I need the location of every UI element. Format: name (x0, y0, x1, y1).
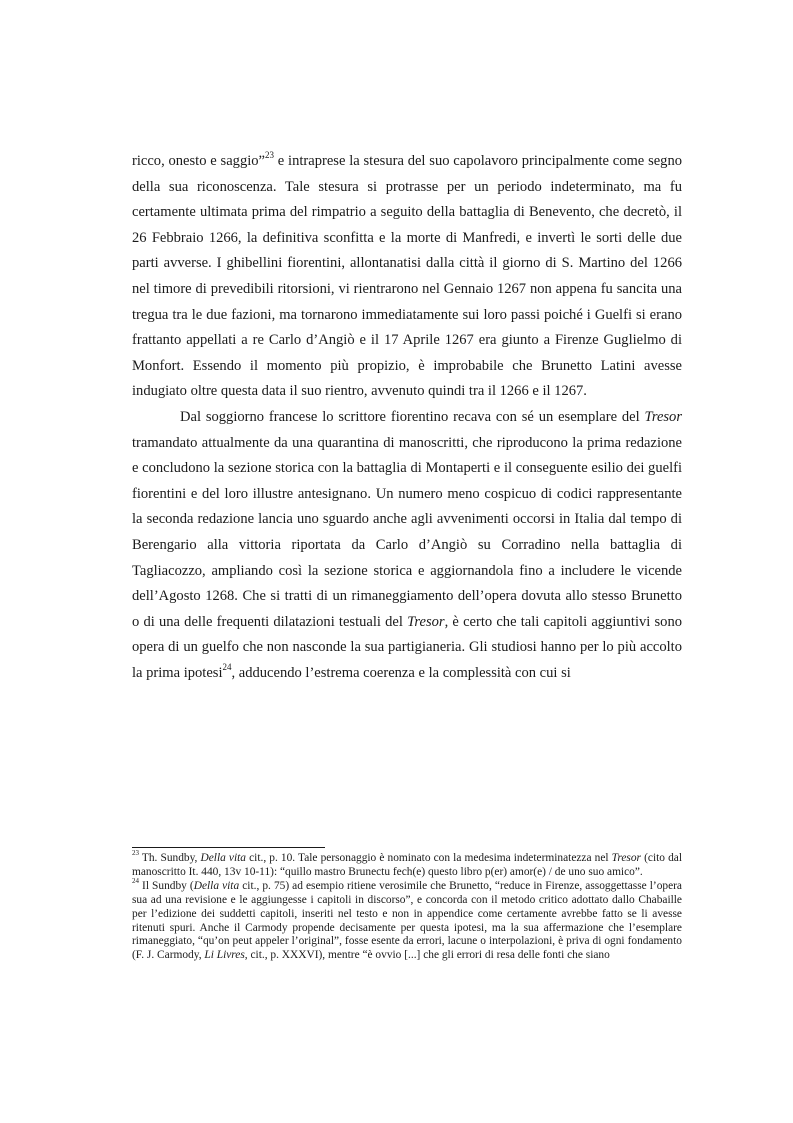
text-run: cit., p. 10. Tale personaggio è nominato con la medesima indeterminatezza nel (246, 852, 612, 864)
body-text (132, 149, 682, 686)
italic-title: Tresor (611, 852, 641, 864)
text-run: , adducendo l’estrema coerenza e la complessità con cui si (231, 664, 571, 681)
text-run: , cit., p. XXXVI), mentre “è ovvio [...] che gli errori di resa delle fonti che siano (244, 949, 610, 962)
text-run: , è certo che tali capitoli aggiuntivi sono opera di un guelfo che non nasconde la sua partigianeria. Gli studiosi hanno per lo più accolto la prima ipotesi (132, 613, 682, 681)
footnote-ref: 24 (132, 877, 139, 886)
footnote (132, 877, 682, 963)
text-run: Th. Sundby, (139, 852, 201, 864)
footnote-separator (132, 847, 325, 848)
text-run: Il Sundby ( (139, 879, 194, 892)
footnotes (132, 849, 682, 963)
text-run: Dal soggiorno francese lo scrittore fiorentino recava con sé un esemplare del (180, 408, 645, 425)
text-run: cit., p. 75) ad esempio ritiene verosimile che Brunetto, “reduce in Firenze, assoggettasse l’opera sua ad una revisione e le aggiungesse i capitoli in discorso”, e concorda con il metodo critico adottato dallo Chabaille per l’edizione dei suddetti capitoli, inseriti nel testo e non in appendice come certamente avrebbe fatto se li avesse ritenuti spuri. Anche il Carmody propende decisamente per questa ipotesi, ma la sua affermazione che l’esemplare rimaneggiato, “qu’on peut appeler l’original”, fosse esente da errori, lacune o interpolazioni, è priva di ogni fondamento (F. J. Carmody, (132, 879, 682, 962)
footnote-ref: 24 (222, 662, 232, 673)
footnote-ref: 23 (265, 150, 274, 161)
footnote-ref: 23 (132, 849, 139, 858)
italic-title: Della vita (193, 879, 240, 892)
italic-title: Della vita (200, 852, 246, 864)
text-run: ricco, onesto e saggio” (132, 153, 265, 169)
body-paragraph (132, 405, 682, 687)
text-run: tramandato attualmente da una quarantina di manoscritti, che riproducono la prima redazione e concludono la sezione storica con la battaglia di Montaperti e il conseguente esilio dei guelfi fiorentini e del loro illustre antesignano. Un numero meno cospicuo di codici rappresentante la seconda redazione lancia uno sguardo anche agli avvenimenti occorsi in Italia dal tempo di Berengario alla vittoria riportata da Carlo d’Angiò su Corradino nella battaglia di Tagliacozzo, ampliando così la sezione storica e aggiornandola fino a includere le vicende dell’Agosto 1268. Che si tratti di un rimaneggiamento dell’opera dovuta allo stesso Brunetto o di una delle frequenti dilatazioni testuali del (132, 434, 682, 630)
text-run: (cito dal manoscritto It. 440, 13v 10-11): “quillo mastro Brunectu fech(e) questo libro p(er) amor(e) / de uno suo amico”. (132, 852, 682, 878)
italic-title: Tresor (407, 613, 445, 630)
footnote (132, 849, 682, 880)
italic-title: Li Livres (204, 949, 245, 962)
italic-title: Tresor (644, 408, 682, 425)
body-paragraph (132, 149, 682, 405)
text-run: e intraprese la stesura del suo capolavoro principalmente come segno della sua riconoscenza. Tale stesura si protrasse per un periodo indeterminato, ma fu certamente ultimata prima del rimpatrio a seguito della battaglia di Benevento, che decretò, il 26 Febbraio 1266, la definitiva sconfitta e la morte di Manfredi, e invertì le sorti delle due parti avverse. I ghibellini fiorentini, allontanatisi dalla città il giorno di S. Martino del 1266 nel timore di prevedibili ritorsioni, vi rientrarono nel Gennaio 1267 non appena fu sancita una tregua tra le due fazioni, ma tornarono immediatamente sui loro passi poiché i Guelfi si erano frattanto appellati a re Carlo d’Angiò e il 17 Aprile 1267 era giunto a Firenze Guglielmo di Monfort. Essendo il momento più propizio, è improbabile che Brunetto Latini avesse indugiato oltre questa data il suo rientro, avvenuto quindi tra il 1266 e il 1267. (132, 153, 683, 400)
